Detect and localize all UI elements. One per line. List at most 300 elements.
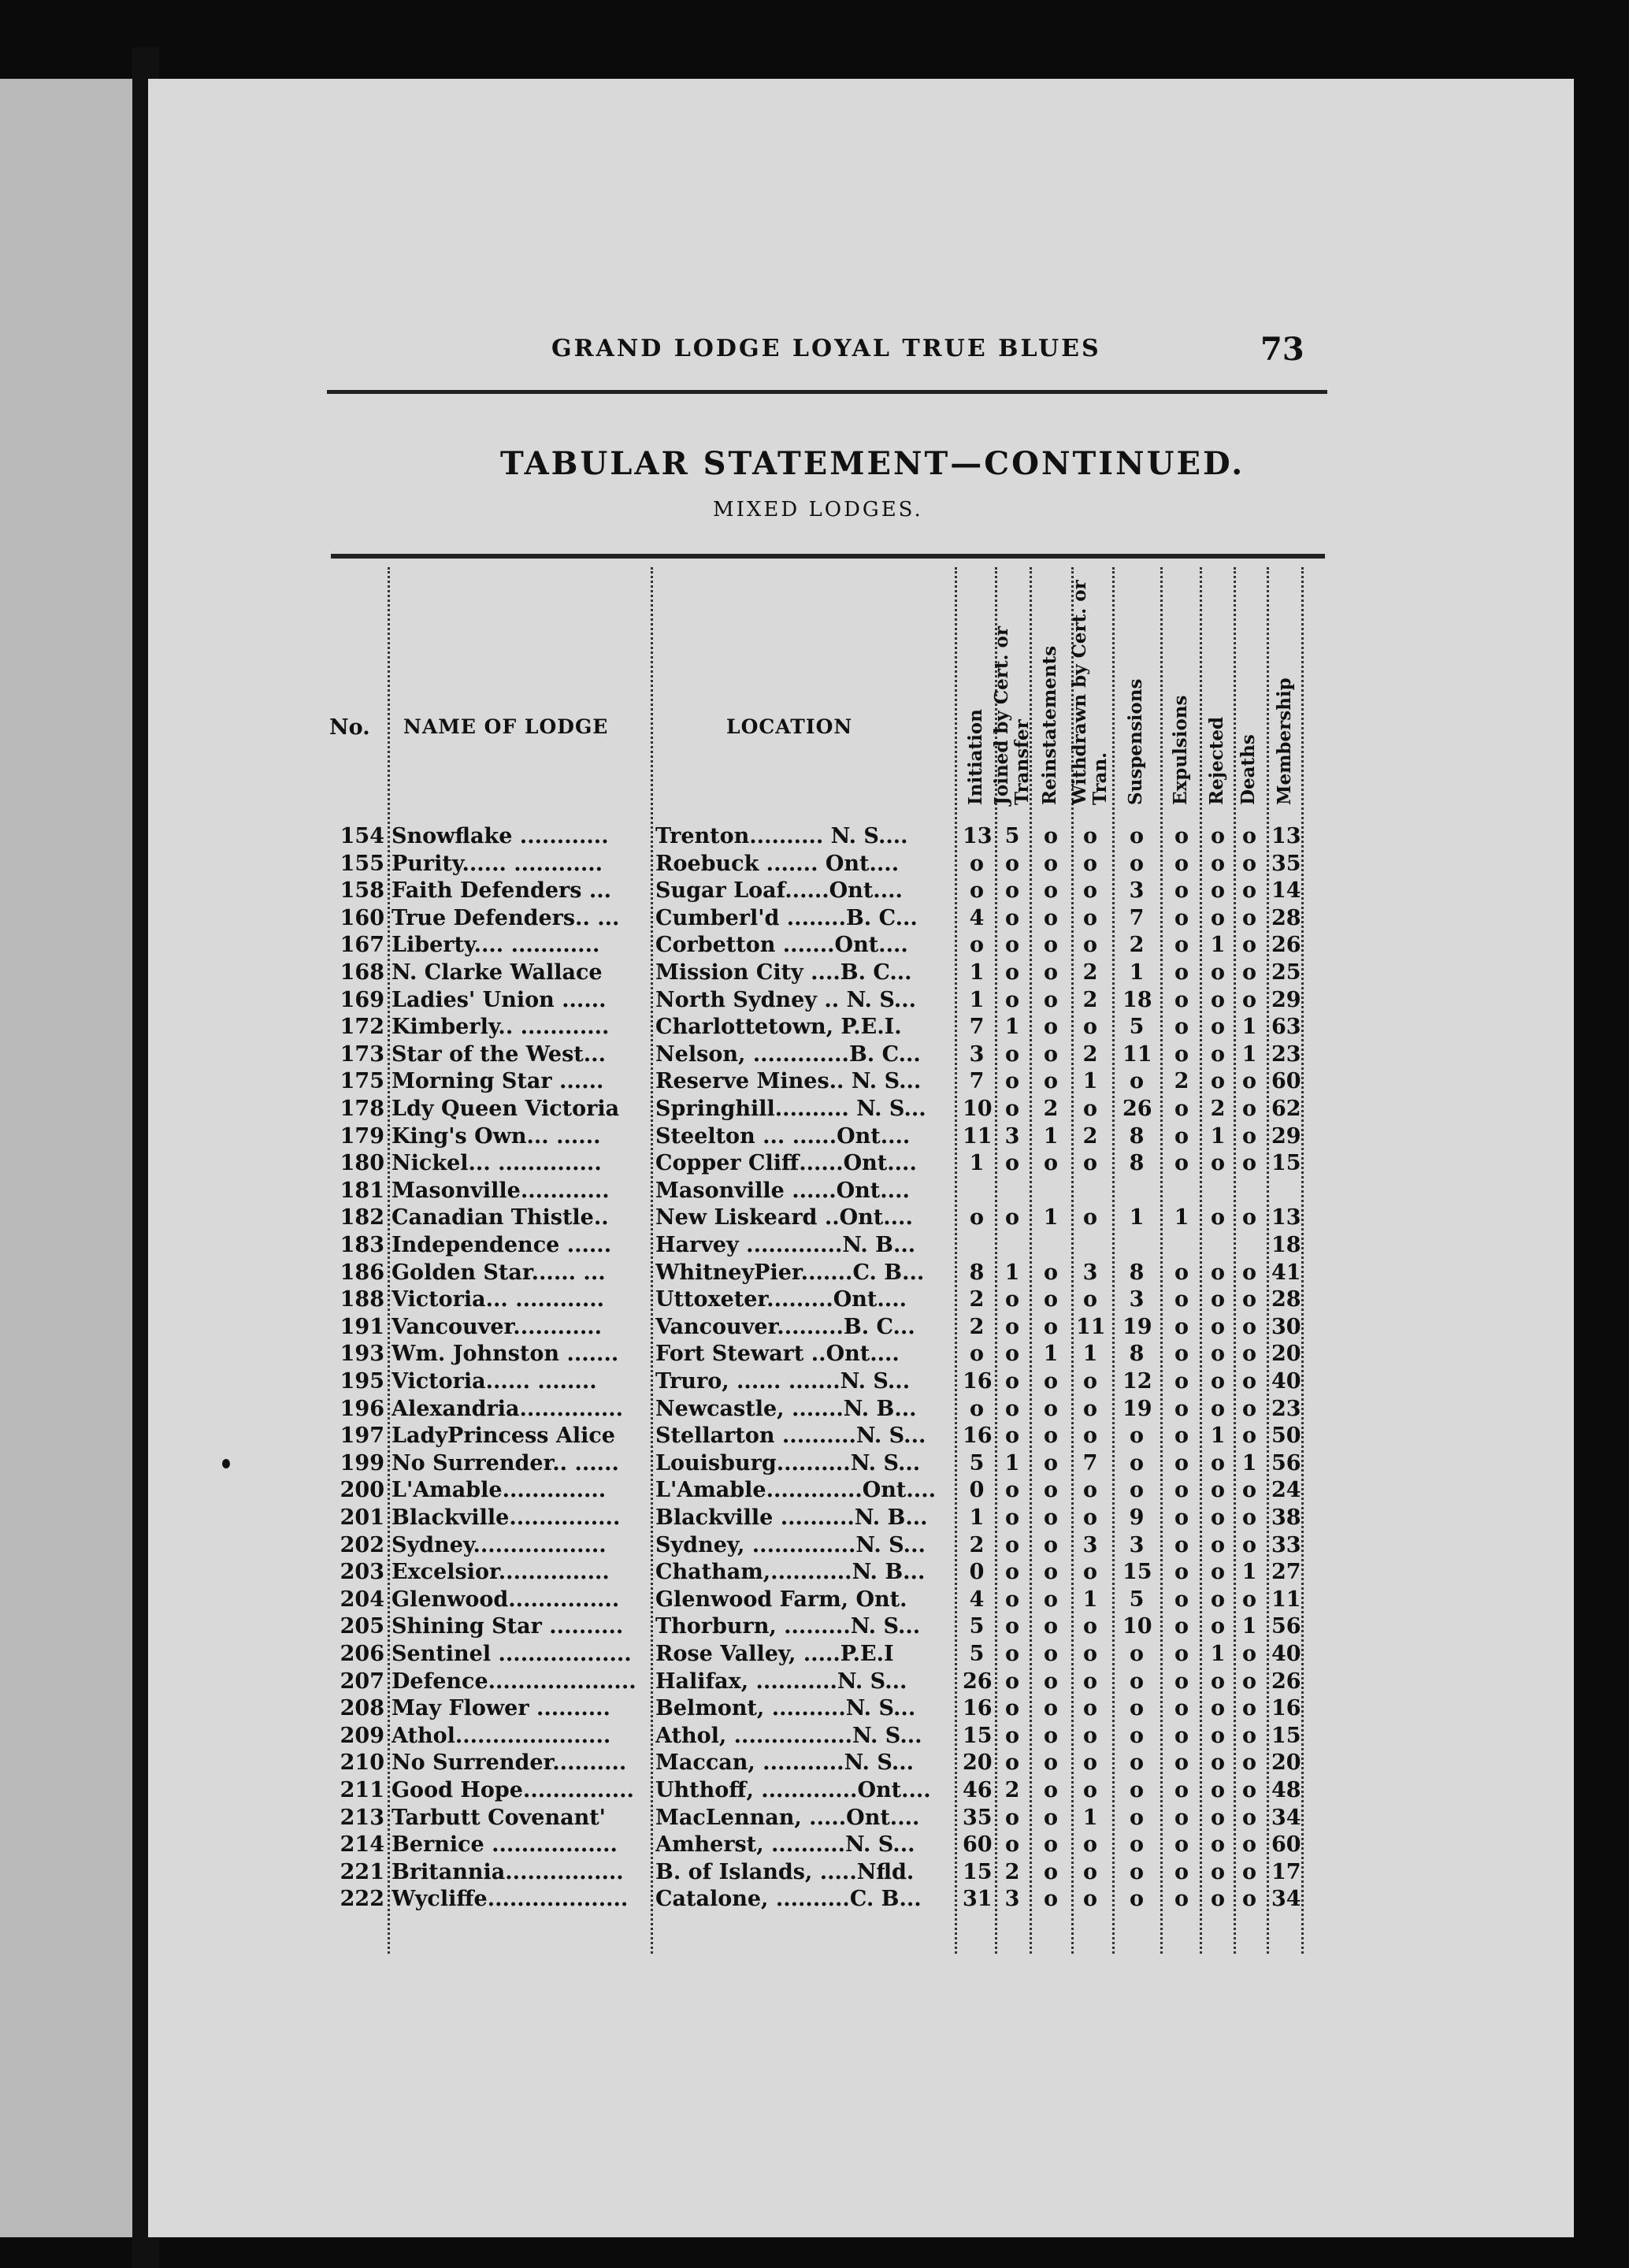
stat-expulsions: o bbox=[1174, 1805, 1189, 1830]
lodge-location: Louisburg..........N. S... bbox=[655, 1450, 921, 1475]
lodge-location: Newcastle, .......N. B... bbox=[655, 1396, 917, 1421]
stat-expulsions: o bbox=[1174, 1342, 1189, 1367]
stat-joined-by-cert-or-transfer: o bbox=[1004, 1205, 1019, 1231]
lodge-number: 204 bbox=[340, 1587, 384, 1612]
lodge-location: Uttoxeter.........Ont.... bbox=[655, 1287, 907, 1312]
stat-joined-by-cert-or-transfer: o bbox=[1004, 1614, 1019, 1639]
stat-membership: 13 bbox=[1271, 824, 1301, 848]
column-header-reinstatements: Reinstatements bbox=[1039, 645, 1060, 805]
stat-rejected: o bbox=[1210, 1832, 1225, 1858]
stat-rejected: o bbox=[1210, 1887, 1225, 1912]
stat-deaths: o bbox=[1241, 960, 1256, 985]
stat-withdrawn-by-cert-or-tran: o bbox=[1082, 1669, 1097, 1694]
stat-membership: 35 bbox=[1271, 851, 1301, 876]
lodge-number: 197 bbox=[340, 1424, 384, 1449]
stat-rejected: o bbox=[1210, 1287, 1225, 1312]
stat-membership: 27 bbox=[1271, 1560, 1301, 1585]
stat-suspensions: o bbox=[1129, 1859, 1144, 1884]
stat-suspensions: o bbox=[1129, 1696, 1144, 1721]
stat-joined-by-cert-or-transfer: o bbox=[1004, 1151, 1019, 1176]
stat-initiation: 15 bbox=[963, 1859, 993, 1884]
lodge-number: 179 bbox=[340, 1123, 384, 1149]
column-header-name: NAME OF LODGE bbox=[403, 715, 609, 738]
column-header-location: LOCATION bbox=[726, 715, 853, 738]
lodge-location: Amherst, ..........N. S... bbox=[655, 1832, 915, 1858]
stat-membership: 13 bbox=[1271, 1205, 1301, 1231]
stat-initiation: 10 bbox=[963, 1097, 993, 1121]
stat-expulsions: o bbox=[1174, 878, 1189, 904]
stat-membership: 25 bbox=[1271, 960, 1301, 985]
stat-initiation: 26 bbox=[963, 1669, 993, 1694]
stat-membership: 29 bbox=[1271, 987, 1301, 1012]
stat-expulsions: o bbox=[1174, 1424, 1189, 1449]
stat-rejected: o bbox=[1210, 1342, 1225, 1367]
stat-rejected: 1 bbox=[1210, 1424, 1226, 1449]
stat-reinstatements: o bbox=[1043, 1424, 1058, 1449]
stat-suspensions: o bbox=[1129, 1832, 1144, 1858]
table-subtitle: MIXED LODGES. bbox=[713, 498, 923, 522]
stat-membership: 16 bbox=[1271, 1696, 1301, 1721]
stat-expulsions: o bbox=[1174, 905, 1189, 930]
column-divider bbox=[1267, 567, 1269, 1954]
stat-deaths: o bbox=[1241, 1260, 1256, 1285]
lodge-location: Stellarton ..........N. S... bbox=[655, 1424, 926, 1449]
stat-membership: 33 bbox=[1271, 1532, 1301, 1557]
stat-rejected: o bbox=[1210, 1478, 1225, 1503]
stat-reinstatements: o bbox=[1043, 1287, 1058, 1312]
stat-joined-by-cert-or-transfer: o bbox=[1004, 1505, 1019, 1530]
stat-rejected: o bbox=[1210, 1151, 1225, 1176]
lodge-location: B. of Islands, .....Nfld. bbox=[655, 1859, 915, 1884]
stat-deaths: o bbox=[1241, 1805, 1256, 1830]
stat-deaths: o bbox=[1241, 1478, 1256, 1503]
lodge-number: 182 bbox=[340, 1205, 384, 1231]
stat-membership: 28 bbox=[1271, 905, 1301, 930]
stat-joined-by-cert-or-transfer: o bbox=[1004, 1069, 1019, 1094]
stat-suspensions: 1 bbox=[1129, 1205, 1145, 1231]
stat-rejected: 1 bbox=[1210, 1123, 1226, 1149]
stat-suspensions: o bbox=[1129, 1478, 1144, 1503]
stat-joined-by-cert-or-transfer: o bbox=[1004, 1424, 1019, 1449]
lodge-name: No Surrender.......... bbox=[391, 1750, 627, 1776]
stat-reinstatements: o bbox=[1043, 1478, 1058, 1503]
stat-deaths: o bbox=[1241, 1696, 1256, 1721]
stat-expulsions: o bbox=[1174, 1505, 1189, 1530]
stat-withdrawn-by-cert-or-tran: o bbox=[1082, 1832, 1097, 1858]
lodge-number: 195 bbox=[340, 1369, 384, 1394]
stat-deaths: o bbox=[1241, 1642, 1256, 1666]
stat-reinstatements: o bbox=[1043, 824, 1058, 848]
lodge-name: Alexandria.............. bbox=[391, 1396, 624, 1421]
stat-reinstatements: o bbox=[1043, 1614, 1058, 1639]
lodge-location: Uhthoff, .............Ont.... bbox=[655, 1778, 931, 1802]
stat-membership: 62 bbox=[1271, 1097, 1301, 1121]
column-divider bbox=[388, 567, 390, 1954]
stat-initiation: 15 bbox=[963, 1723, 993, 1748]
stat-expulsions: o bbox=[1174, 1396, 1189, 1421]
stat-initiation: 5 bbox=[969, 1614, 985, 1639]
stat-membership: 40 bbox=[1271, 1369, 1301, 1394]
lodge-number: 199 bbox=[340, 1450, 384, 1475]
stat-initiation: 31 bbox=[963, 1887, 993, 1912]
stat-withdrawn-by-cert-or-tran: o bbox=[1082, 1505, 1097, 1530]
lodge-number: 203 bbox=[340, 1560, 384, 1585]
stat-withdrawn-by-cert-or-tran: o bbox=[1082, 1151, 1097, 1176]
stat-reinstatements: o bbox=[1043, 933, 1058, 958]
stat-reinstatements: o bbox=[1043, 1069, 1058, 1094]
stat-expulsions: o bbox=[1174, 1478, 1189, 1503]
stat-withdrawn-by-cert-or-tran: o bbox=[1082, 1205, 1097, 1231]
stat-expulsions: o bbox=[1174, 1723, 1189, 1748]
stat-rejected: o bbox=[1210, 1669, 1225, 1694]
lodge-name: Star of the West... bbox=[391, 1041, 606, 1067]
stat-rejected: o bbox=[1210, 1369, 1225, 1394]
stat-joined-by-cert-or-transfer: o bbox=[1004, 1723, 1019, 1748]
column-header-suspensions: Suspensions bbox=[1125, 678, 1146, 805]
stat-deaths: o bbox=[1241, 1587, 1256, 1612]
stat-initiation: o bbox=[969, 1396, 984, 1421]
stat-expulsions: o bbox=[1174, 1097, 1189, 1121]
stat-joined-by-cert-or-transfer: 1 bbox=[1004, 1260, 1020, 1285]
stat-expulsions: o bbox=[1174, 1015, 1189, 1040]
stat-expulsions: o bbox=[1174, 1560, 1189, 1585]
column-header-initiation: Initiation bbox=[965, 709, 986, 805]
lodge-location: Blackville ..........N. B... bbox=[655, 1505, 928, 1530]
stat-withdrawn-by-cert-or-tran: 11 bbox=[1076, 1314, 1106, 1339]
lodge-name: Tarbutt Covenant' bbox=[391, 1805, 606, 1830]
stat-deaths: o bbox=[1241, 1723, 1256, 1748]
lodge-location: Mission City ....B. C... bbox=[655, 960, 912, 985]
stat-membership: 26 bbox=[1271, 933, 1301, 958]
lodge-number: 205 bbox=[340, 1614, 384, 1639]
lodge-location: Truro, ...... .......N. S... bbox=[655, 1369, 911, 1394]
stat-reinstatements: o bbox=[1043, 1041, 1058, 1067]
lodge-name: Excelsior............... bbox=[391, 1560, 610, 1585]
stat-joined-by-cert-or-transfer: o bbox=[1004, 1669, 1019, 1694]
stat-rejected: o bbox=[1210, 1205, 1225, 1231]
stat-reinstatements: o bbox=[1043, 1696, 1058, 1721]
lodge-number: 196 bbox=[340, 1396, 384, 1421]
header-rule bbox=[327, 390, 1327, 394]
stat-reinstatements: o bbox=[1043, 1805, 1058, 1830]
stat-expulsions: o bbox=[1174, 1642, 1189, 1666]
lodge-name: Bernice ................. bbox=[391, 1832, 618, 1858]
stat-reinstatements: o bbox=[1043, 1560, 1058, 1585]
lodge-location: Nelson, .............B. C... bbox=[655, 1041, 921, 1067]
stat-joined-by-cert-or-transfer: 2 bbox=[1004, 1778, 1020, 1802]
stat-expulsions: o bbox=[1174, 1260, 1189, 1285]
lodge-number: 173 bbox=[340, 1041, 384, 1067]
stat-reinstatements: o bbox=[1043, 1314, 1058, 1339]
stat-suspensions: 15 bbox=[1122, 1560, 1152, 1585]
stat-reinstatements: o bbox=[1043, 1723, 1058, 1748]
stat-deaths: o bbox=[1241, 1151, 1256, 1176]
stat-suspensions: 18 bbox=[1122, 987, 1152, 1012]
lodge-name: Canadian Thistle.. bbox=[391, 1205, 609, 1231]
lodge-location: WhitneyPier.......C. B... bbox=[655, 1260, 925, 1285]
lodge-number: 222 bbox=[340, 1887, 384, 1912]
stat-initiation: 16 bbox=[963, 1696, 993, 1721]
stat-membership: 24 bbox=[1271, 1478, 1301, 1503]
stat-withdrawn-by-cert-or-tran: 2 bbox=[1082, 960, 1098, 985]
stat-expulsions: o bbox=[1174, 933, 1189, 958]
lodge-name: Good Hope............... bbox=[391, 1778, 634, 1802]
stat-membership: 34 bbox=[1271, 1887, 1301, 1912]
table-top-rule bbox=[331, 554, 1325, 559]
stat-reinstatements: o bbox=[1043, 1859, 1058, 1884]
stat-reinstatements: o bbox=[1043, 960, 1058, 985]
lodge-location: Belmont, ..........N. S... bbox=[655, 1696, 916, 1721]
stat-initiation: 7 bbox=[969, 1015, 985, 1040]
lodge-number: 175 bbox=[340, 1069, 384, 1094]
column-header-joined-by-cert-or-transfer: Joined by Cert. or Transfer bbox=[991, 625, 1033, 805]
stat-expulsions: o bbox=[1174, 1587, 1189, 1612]
stat-rejected: o bbox=[1210, 1069, 1225, 1094]
lodge-location: Harvey .............N. B... bbox=[655, 1233, 916, 1257]
stat-expulsions: o bbox=[1174, 1123, 1189, 1149]
stat-reinstatements: o bbox=[1043, 1505, 1058, 1530]
lodge-name: No Surrender.. ...... bbox=[391, 1450, 619, 1475]
stat-withdrawn-by-cert-or-tran: 2 bbox=[1082, 1123, 1098, 1149]
stat-rejected: o bbox=[1210, 960, 1225, 985]
stat-reinstatements: o bbox=[1043, 1015, 1058, 1040]
stat-initiation: 1 bbox=[969, 1151, 985, 1176]
stat-expulsions: o bbox=[1174, 1614, 1189, 1639]
lodge-number: 200 bbox=[340, 1478, 384, 1503]
stat-rejected: o bbox=[1210, 1314, 1225, 1339]
stat-suspensions: 8 bbox=[1129, 1151, 1145, 1176]
lodge-name: Independence ...... bbox=[391, 1233, 612, 1257]
stat-withdrawn-by-cert-or-tran: o bbox=[1082, 1887, 1097, 1912]
lodge-name: Sentinel .................. bbox=[391, 1642, 632, 1666]
stat-membership: 30 bbox=[1271, 1314, 1301, 1339]
lodge-location: Chatham,...........N. B... bbox=[655, 1560, 926, 1585]
lodge-location: Springhill.......... N. S... bbox=[655, 1097, 926, 1121]
lodge-name: May Flower .......... bbox=[391, 1696, 610, 1721]
stat-initiation: 2 bbox=[969, 1314, 985, 1339]
running-title: GRAND LODGE LOYAL TRUE BLUES bbox=[551, 335, 1101, 362]
lodge-location: Glenwood Farm, Ont. bbox=[655, 1587, 907, 1612]
stat-deaths: 1 bbox=[1241, 1450, 1257, 1475]
lodge-name: Athol..................... bbox=[391, 1723, 611, 1748]
stat-joined-by-cert-or-transfer: o bbox=[1004, 987, 1019, 1012]
stat-expulsions: o bbox=[1174, 1832, 1189, 1858]
stat-suspensions: 7 bbox=[1129, 905, 1145, 930]
stat-withdrawn-by-cert-or-tran: o bbox=[1082, 1696, 1097, 1721]
stat-deaths: o bbox=[1241, 1887, 1256, 1912]
stat-expulsions: 1 bbox=[1174, 1205, 1189, 1231]
stat-deaths: o bbox=[1241, 1859, 1256, 1884]
stat-suspensions: o bbox=[1129, 1723, 1144, 1748]
stat-rejected: o bbox=[1210, 851, 1225, 876]
stat-deaths: o bbox=[1241, 1069, 1256, 1094]
stat-withdrawn-by-cert-or-tran: 3 bbox=[1082, 1532, 1098, 1557]
stat-initiation: o bbox=[969, 878, 984, 904]
stat-joined-by-cert-or-transfer: o bbox=[1004, 1287, 1019, 1312]
stat-joined-by-cert-or-transfer: o bbox=[1004, 1805, 1019, 1830]
stat-expulsions: o bbox=[1174, 824, 1189, 848]
stat-deaths: o bbox=[1241, 1342, 1256, 1367]
stat-initiation: 4 bbox=[969, 1587, 985, 1612]
stat-initiation: 0 bbox=[969, 1560, 985, 1585]
stat-withdrawn-by-cert-or-tran: o bbox=[1082, 1859, 1097, 1884]
stat-expulsions: o bbox=[1174, 1696, 1189, 1721]
margin-ink-dot bbox=[222, 1459, 230, 1468]
previous-page-edge bbox=[0, 79, 132, 2237]
stat-joined-by-cert-or-transfer: o bbox=[1004, 1532, 1019, 1557]
column-header-deaths: Deaths bbox=[1238, 734, 1259, 805]
lodge-number: 188 bbox=[340, 1287, 384, 1312]
lodge-name: Snowflake ............ bbox=[391, 824, 609, 848]
stat-withdrawn-by-cert-or-tran: 2 bbox=[1082, 1041, 1098, 1067]
stat-initiation: 16 bbox=[963, 1424, 993, 1449]
stat-membership: 17 bbox=[1271, 1859, 1301, 1884]
stat-rejected: o bbox=[1210, 824, 1225, 848]
stat-deaths: o bbox=[1241, 933, 1256, 958]
stat-expulsions: o bbox=[1174, 1887, 1189, 1912]
lodge-name: Morning Star ...... bbox=[391, 1069, 604, 1094]
lodge-number: 167 bbox=[340, 933, 384, 958]
stat-withdrawn-by-cert-or-tran: o bbox=[1082, 1723, 1097, 1748]
lodge-name: Britannia................ bbox=[391, 1859, 624, 1884]
lodge-number: 193 bbox=[340, 1342, 384, 1367]
stat-expulsions: o bbox=[1174, 1669, 1189, 1694]
stat-withdrawn-by-cert-or-tran: o bbox=[1082, 878, 1097, 904]
stat-reinstatements: o bbox=[1043, 905, 1058, 930]
column-header-membership: Membership bbox=[1274, 677, 1295, 805]
stat-initiation: 1 bbox=[969, 960, 985, 985]
stat-membership: 20 bbox=[1271, 1342, 1301, 1367]
stat-suspensions: o bbox=[1129, 1750, 1144, 1776]
stat-membership: 20 bbox=[1271, 1750, 1301, 1776]
lodge-location: Masonville ......Ont.... bbox=[655, 1178, 910, 1203]
lodge-number: 208 bbox=[340, 1696, 384, 1721]
stat-reinstatements: o bbox=[1043, 1750, 1058, 1776]
stat-membership: 28 bbox=[1271, 1287, 1301, 1312]
page-number: 73 bbox=[1260, 331, 1304, 368]
stat-rejected: o bbox=[1210, 1614, 1225, 1639]
lodge-name: Nickel... .............. bbox=[391, 1151, 602, 1176]
stat-membership: 41 bbox=[1271, 1260, 1301, 1285]
lodge-number: 178 bbox=[340, 1097, 384, 1121]
stat-expulsions: o bbox=[1174, 1287, 1189, 1312]
stat-deaths: o bbox=[1241, 1369, 1256, 1394]
stat-initiation: 46 bbox=[963, 1778, 993, 1802]
stat-rejected: o bbox=[1210, 1260, 1225, 1285]
stat-joined-by-cert-or-transfer: o bbox=[1004, 905, 1019, 930]
stat-deaths: o bbox=[1241, 905, 1256, 930]
stat-deaths: o bbox=[1241, 851, 1256, 876]
stat-suspensions: 5 bbox=[1129, 1015, 1145, 1040]
stat-membership: 34 bbox=[1271, 1805, 1301, 1830]
stat-withdrawn-by-cert-or-tran: o bbox=[1082, 824, 1097, 848]
stat-withdrawn-by-cert-or-tran: o bbox=[1082, 851, 1097, 876]
stat-initiation: 4 bbox=[969, 905, 985, 930]
lodge-location: Reserve Mines.. N. S... bbox=[655, 1069, 922, 1094]
stat-expulsions: o bbox=[1174, 960, 1189, 985]
lodge-name: Vancouver............ bbox=[391, 1314, 603, 1339]
column-header-withdrawn-by-cert-or-tran: Withdrawn by Cert. or Tran. bbox=[1069, 580, 1111, 805]
column-header-no: No. bbox=[329, 715, 370, 740]
stat-suspensions: 11 bbox=[1122, 1041, 1152, 1067]
stat-reinstatements: o bbox=[1043, 1260, 1058, 1285]
column-header-rejected: Rejected bbox=[1206, 716, 1227, 805]
stat-joined-by-cert-or-transfer: 5 bbox=[1004, 824, 1020, 848]
stat-rejected: o bbox=[1210, 1450, 1225, 1475]
stat-reinstatements: 1 bbox=[1043, 1123, 1059, 1149]
lodge-name: Purity...... ............ bbox=[391, 851, 603, 876]
stat-membership: 56 bbox=[1271, 1450, 1301, 1475]
stat-suspensions: 1 bbox=[1129, 960, 1145, 985]
lodge-location: Rose Valley, .....P.E.I bbox=[655, 1642, 894, 1666]
stat-expulsions: o bbox=[1174, 1532, 1189, 1557]
stat-suspensions: 12 bbox=[1122, 1369, 1152, 1394]
stat-rejected: o bbox=[1210, 1532, 1225, 1557]
lodge-location: Athol, ................N. S... bbox=[655, 1723, 922, 1748]
stat-expulsions: o bbox=[1174, 1369, 1189, 1394]
stat-expulsions: 2 bbox=[1174, 1069, 1189, 1094]
lodge-name: L'Amable.............. bbox=[391, 1478, 607, 1503]
stat-withdrawn-by-cert-or-tran: 1 bbox=[1082, 1805, 1098, 1830]
stat-initiation: 0 bbox=[969, 1478, 985, 1503]
stat-suspensions: 9 bbox=[1129, 1505, 1145, 1530]
stat-withdrawn-by-cert-or-tran: 1 bbox=[1082, 1069, 1098, 1094]
stat-withdrawn-by-cert-or-tran: 2 bbox=[1082, 987, 1098, 1012]
stat-reinstatements: o bbox=[1043, 1778, 1058, 1802]
stat-membership: 23 bbox=[1271, 1396, 1301, 1421]
stat-reinstatements: o bbox=[1043, 1369, 1058, 1394]
stat-withdrawn-by-cert-or-tran: o bbox=[1082, 1097, 1097, 1121]
stat-suspensions: o bbox=[1129, 1424, 1144, 1449]
stat-membership: 18 bbox=[1271, 1233, 1301, 1257]
stat-initiation: 2 bbox=[969, 1287, 985, 1312]
lodge-name: Liberty.... ............ bbox=[391, 933, 600, 958]
lodge-number: 160 bbox=[340, 905, 384, 930]
column-divider bbox=[651, 567, 653, 1954]
lodge-number: 181 bbox=[340, 1178, 384, 1203]
stat-withdrawn-by-cert-or-tran: o bbox=[1082, 1778, 1097, 1802]
stat-reinstatements: o bbox=[1043, 851, 1058, 876]
lodge-number: 180 bbox=[340, 1151, 384, 1176]
stat-initiation: 11 bbox=[963, 1123, 993, 1149]
stat-deaths: o bbox=[1241, 1396, 1256, 1421]
stat-withdrawn-by-cert-or-tran: o bbox=[1082, 1750, 1097, 1776]
stat-withdrawn-by-cert-or-tran: 1 bbox=[1082, 1587, 1098, 1612]
stat-deaths: 1 bbox=[1241, 1015, 1257, 1040]
stat-rejected: o bbox=[1210, 1015, 1225, 1040]
stat-deaths: o bbox=[1241, 878, 1256, 904]
stat-joined-by-cert-or-transfer: o bbox=[1004, 1478, 1019, 1503]
stat-membership: 15 bbox=[1271, 1723, 1301, 1748]
lodge-number: 207 bbox=[340, 1669, 384, 1694]
stat-reinstatements: o bbox=[1043, 1450, 1058, 1475]
stat-suspensions: 26 bbox=[1122, 1097, 1152, 1121]
lodge-name: Wm. Johnston ....... bbox=[391, 1342, 619, 1367]
stat-suspensions: 8 bbox=[1129, 1260, 1145, 1285]
stat-initiation: o bbox=[969, 1205, 984, 1231]
stat-deaths: o bbox=[1241, 1205, 1256, 1231]
stat-suspensions: o bbox=[1129, 1669, 1144, 1694]
stat-membership: 60 bbox=[1271, 1832, 1301, 1858]
lodge-name: Victoria...... ........ bbox=[391, 1369, 597, 1394]
stat-initiation: 1 bbox=[969, 987, 985, 1012]
stat-membership: 23 bbox=[1271, 1041, 1301, 1067]
stat-membership: 14 bbox=[1271, 878, 1301, 904]
stat-withdrawn-by-cert-or-tran: o bbox=[1082, 1424, 1097, 1449]
lodge-name: Faith Defenders ... bbox=[391, 878, 612, 904]
stat-joined-by-cert-or-transfer: o bbox=[1004, 1314, 1019, 1339]
lodge-location: Catalone, ..........C. B... bbox=[655, 1887, 922, 1912]
